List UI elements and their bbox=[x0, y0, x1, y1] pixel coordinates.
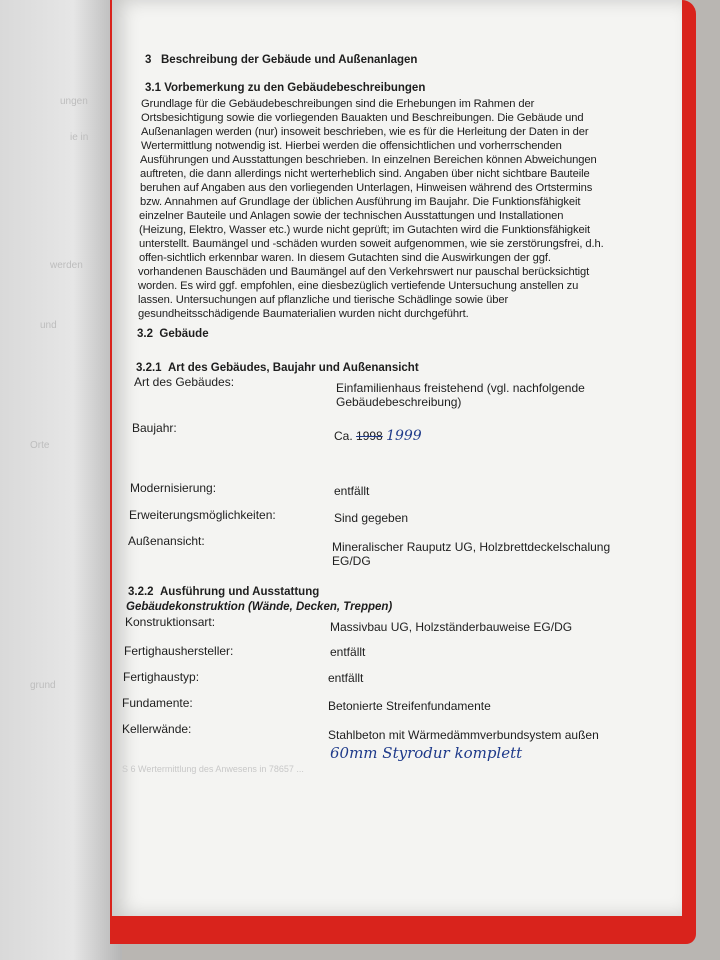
value-kellerwaende: Stahlbeton mit Wärmedämmverbundsystem außen bbox=[328, 728, 599, 742]
value-aussenansicht-line1: Mineralischer Rauputz UG, Holzbrettdeckelschalung bbox=[332, 540, 611, 554]
kellerwaende-handwritten-note: 60mm Styrodur komplett bbox=[330, 744, 523, 762]
value-art-des-gebaeudes-line1: Einfamilienhaus freistehend (vgl. nachfolgende bbox=[336, 381, 585, 395]
value-fertighaustyp: entfällt bbox=[328, 671, 364, 685]
value-aussenansicht-line2: EG/DG bbox=[332, 554, 371, 568]
paragraph-line: vorhandenen Bauschäden und Baumängel auf den Verkehrswert nur pauschal berücksichtigt bbox=[138, 266, 590, 278]
ghost-text: grund bbox=[30, 680, 56, 691]
label-modernisierung: Modernisierung: bbox=[130, 481, 217, 495]
paragraph-line: bzw. Annahmen auf Grundlage der üblichen Ausführung im Baujahr. Die Funktionsfähigkeit bbox=[140, 196, 581, 208]
ghost-text: werden bbox=[50, 260, 83, 271]
paragraph-line: (Heizung, Elektro, Wasser etc.) wurde nicht geprüft; im Gutachten wird die Funktionsfähigkeit bbox=[139, 224, 591, 236]
label-fertighaushersteller: Fertighaushersteller: bbox=[124, 644, 234, 658]
value-fertighaushersteller: entfällt bbox=[330, 645, 366, 659]
paragraph-line: Ortsbesichtigung sowie die vorliegenden Bauakten und Beschreibungen. Die Gebäude und bbox=[141, 112, 584, 124]
value-konstruktionsart: Massivbau UG, Holzständerbauweise EG/DG bbox=[330, 620, 573, 634]
document-page bbox=[112, 0, 682, 916]
ghost-text: ungen bbox=[60, 96, 88, 107]
paragraph-line: einzelner Bauteile und Anlagen sowie der technischen Ausstattungen und Installationen bbox=[139, 210, 564, 222]
facing-page bbox=[0, 0, 122, 960]
paragraph-line: auftreten, die dann allerdings nicht werterheblich sind. Angaben über nicht sichtbare Bauteile bbox=[140, 168, 590, 180]
label-erweiterungsmoeglichkeiten: Erweiterungsmöglichkeiten: bbox=[129, 508, 276, 522]
paragraph-line: offen-sichtlich erkennbar waren. In diesem Gutachten sind die Auswirkungen der ggf. bbox=[139, 252, 551, 264]
subsection-heading-3-2: 3.2 Gebäude bbox=[137, 328, 209, 340]
paragraph-line: Ausführungen und Ausstattungen beschrieben. In einzelnen Bereichen können Abweichungen bbox=[140, 154, 597, 166]
ghost-text: und bbox=[40, 320, 57, 331]
paragraph-line: Wertermittlung notwendig ist. Hierbei werden die offensichtlichen und vorherrschenden bbox=[141, 140, 562, 152]
paragraph-line: gesundheitsschädigende Baumaterialien wurden nicht durchgeführt. bbox=[138, 308, 469, 320]
label-fertighaustyp: Fertighaustyp: bbox=[123, 670, 200, 684]
subsection-heading-3-2-1: 3.2.1 Art des Gebäudes, Baujahr und Außenansicht bbox=[136, 362, 419, 374]
ghost-text: Orte bbox=[30, 440, 50, 451]
label-aussenansicht: Außenansicht: bbox=[128, 534, 205, 548]
section-heading: 3 Beschreibung der Gebäude und Außenanlagen bbox=[145, 54, 418, 66]
value-erweiterungsmoeglichkeiten: Sind gegeben bbox=[334, 511, 409, 525]
value-fundamente: Betonierte Streifenfundamente bbox=[328, 699, 491, 713]
label-baujahr: Baujahr: bbox=[132, 421, 177, 435]
subsection-heading-3-2-2: 3.2.2 Ausführung und Ausstattung bbox=[128, 586, 320, 598]
value-baujahr: Ca. 1998 1999 bbox=[334, 428, 422, 444]
page-footer: S 6 Wertermittlung des Anwesens in 78657 ... bbox=[122, 764, 304, 774]
label-kellerwaende: Kellerwände: bbox=[122, 722, 192, 736]
paragraph-line: worden. Es wird ggf. empfohlen, eine diesbezüglich vertiefende Untersuchung anstellen zu bbox=[138, 280, 579, 292]
paragraph-line: unterstellt. Baumängel und -schäden wurden soweit aufgenommen, wie sie zerstörungsfrei, d.h. bbox=[139, 238, 604, 250]
subsection-subtitle: Gebäudekonstruktion (Wände, Decken, Treppen) bbox=[126, 601, 393, 613]
subsection-heading-3-1: 3.1 Vorbemerkung zu den Gebäudebeschreibungen bbox=[145, 82, 426, 94]
label-art-des-gebaeudes: Art des Gebäudes: bbox=[134, 375, 235, 389]
value-art-des-gebaeudes-line2: Gebäudebeschreibung) bbox=[336, 395, 462, 409]
value-modernisierung: entfällt bbox=[334, 484, 370, 498]
baujahr-struck-value: 1998 bbox=[356, 429, 383, 443]
paragraph-line: beruhen auf Angaben aus den vorliegenden Unterlagen, Hinweisen während des Ortstermins bbox=[140, 182, 593, 194]
baujahr-handwritten-correction: 1999 bbox=[386, 428, 422, 444]
paragraph-line: lassen. Untersuchungen auf pflanzliche und tierische Schädlinge sowie über bbox=[138, 294, 509, 306]
label-fundamente: Fundamente: bbox=[122, 696, 193, 710]
label-konstruktionsart: Konstruktionsart: bbox=[125, 615, 216, 629]
ghost-text: ie in bbox=[70, 132, 89, 143]
paragraph-line: Grundlage für die Gebäudebeschreibungen sind die Erhebungen im Rahmen der bbox=[141, 98, 535, 110]
paragraph-line: Außenanlagen werden (nur) insoweit beschrieben, wie es für die Herleitung der Daten in der bbox=[141, 126, 589, 138]
